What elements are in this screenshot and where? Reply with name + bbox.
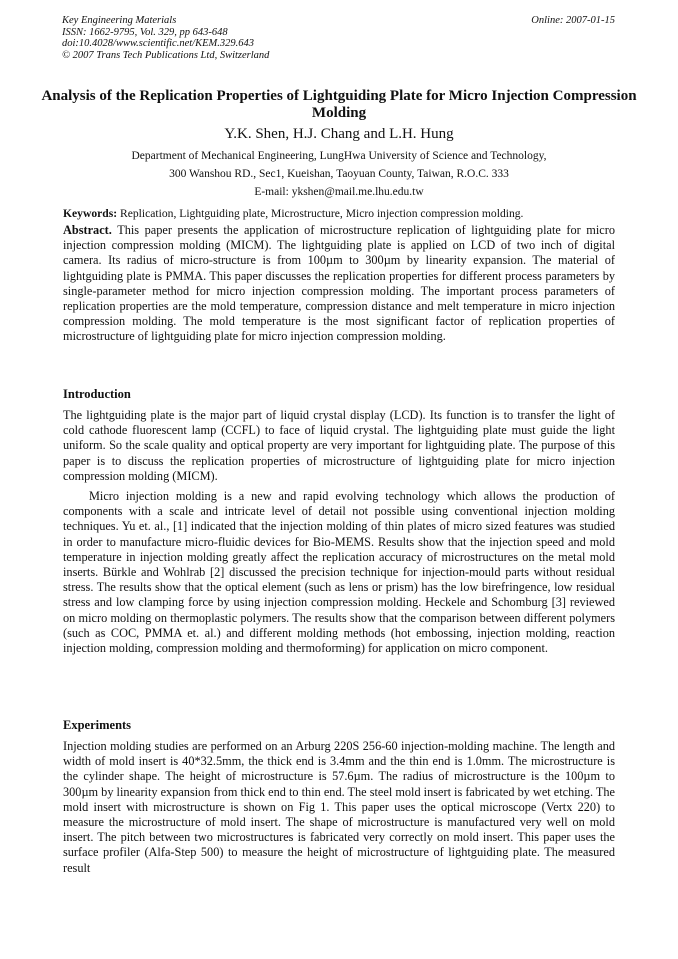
email: E-mail: ykshen@mail.me.lhu.edu.tw (254, 186, 424, 198)
online-date: Online: 2007-01-15 (531, 15, 615, 26)
affiliation-line-2: 300 Wanshou RD., Sec1, Kueishan, Taoyuan County, Taiwan, R.O.C. 333 (169, 168, 509, 180)
copyright-line: © 2007 Trans Tech Publications Ltd, Switzerland (62, 49, 270, 61)
paper-title: Analysis of the Replication Properties of Lightguiding Plate for Micro Injection Compression Molding (41, 88, 637, 121)
keywords-text: Replication, Lightguiding plate, Microstructure, Micro injection compression molding. (117, 207, 524, 220)
keywords (63, 206, 615, 221)
abstract-text: This paper presents the application of microstructure replication of lightguiding plate for micro injection compression molding (MICM). The lightguiding plate is applied on LCD of two inch of digital camera. Its radius of micro-structure is from 100µm to 300µm by linearity expansion. The material of lightguiding plate is PMMA. This paper discusses the replication properties for different process parameters by single-parameter method for micro injection compression molding. The important process parameters of replication properties are the mold temperature, compression distance and melt temperature in micro injection compression molding. The mold temperature is the most significant factor of replication properties of microstructure of lightguiding plate for micro injection compression molding. (63, 223, 615, 344)
experiments-paragraph-1: Injection molding studies are performed on an Arburg 220S 256-60 injection-molding machine. The length and width of mold insert is 40*32.5mm, the thick end is 3.4mm and the thin end is 1.0mm. The microstructure is the cylinder shape. The height of microstructure is 57.6µm. The radius of microstructure is the 100µm to 300µm by linearity expansion from thick end to thin end. The steel mold insert is fabricated by wet etching. The mold insert with microstructure is shown on Fig 1. This paper uses the optical microscope (Vertx 220) to measure the microstructure of mold insert. The shape of microstructure is manufactured very well on mold insert. The pitch between two microstructures is fabricated very correctly on mold insert. This paper uses the surface profiler (Alfa-Step 500) to measure the height of microstructure of lightguiding plate. The measured result (63, 739, 616, 875)
abstract-label: Abstract. (63, 223, 112, 237)
introduction-paragraph-2: Micro injection molding is a new and rapid evolving technology which allows the production of components with a scale and intricate level of detail not possible using conventional injection molding techniques. Yu et. al., [1] indicated that the injection molding of thin plates of micro sized features was studied in order to manufacture micro-fluidic devices for Bio-MEMS. Results show that the injection speed and mold temperature in injection molding greatly affect the replication accuracy of microstructures on the metal mold inserts. Bürkle and Wohlrab [2] discussed the precision technique for injection-mould parts without residual stress. The results show that the optical element (such as lens or prism) has the low birefringence, low residual stress and low clamping force by using injection compression molding. Heckele and Schomburg [3] reviewed on micro molding on thermoplastic polymers. The results show that the comparison between different polymers (such as COC, PMMA et. al.) and different molding methods (hot embossing, injection molding, reaction injection molding, compression molding and thermoforming) for application on micro component. (63, 489, 615, 656)
authors: Y.K. Shen, H.J. Chang and L.H. Hung (224, 126, 454, 142)
doi-line: doi:10.4028/www.scientific.net/KEM.329.643 (62, 38, 254, 49)
introduction-paragraph-1: The lightguiding plate is the major part of liquid crystal display (LCD). Its function is to transfer the light of cold cathode fluorescent lamp (CCFL) to face of liquid crystal. The lightguiding plate must guide the light uniform. So the scale quality and optical property are very important for lightguiding plate. The purpose of this paper is to discuss the replication properties of microstructure of lightguiding plate for micro injection compression molding (MICM). (63, 408, 615, 483)
issn-line: ISSN: 1662-9795, Vol. 329, pp 643-648 (62, 26, 228, 38)
keywords-label: Keywords: (63, 207, 118, 220)
journal-header (62, 15, 269, 61)
affiliation-line-1: Department of Mechanical Engineering, LungHwa University of Science and Technology, (131, 150, 547, 162)
abstract (63, 223, 615, 345)
journal-name: Key Engineering Materials (62, 15, 177, 26)
introduction-heading: Introduction (63, 387, 131, 401)
experiments-heading: Experiments (63, 718, 132, 732)
